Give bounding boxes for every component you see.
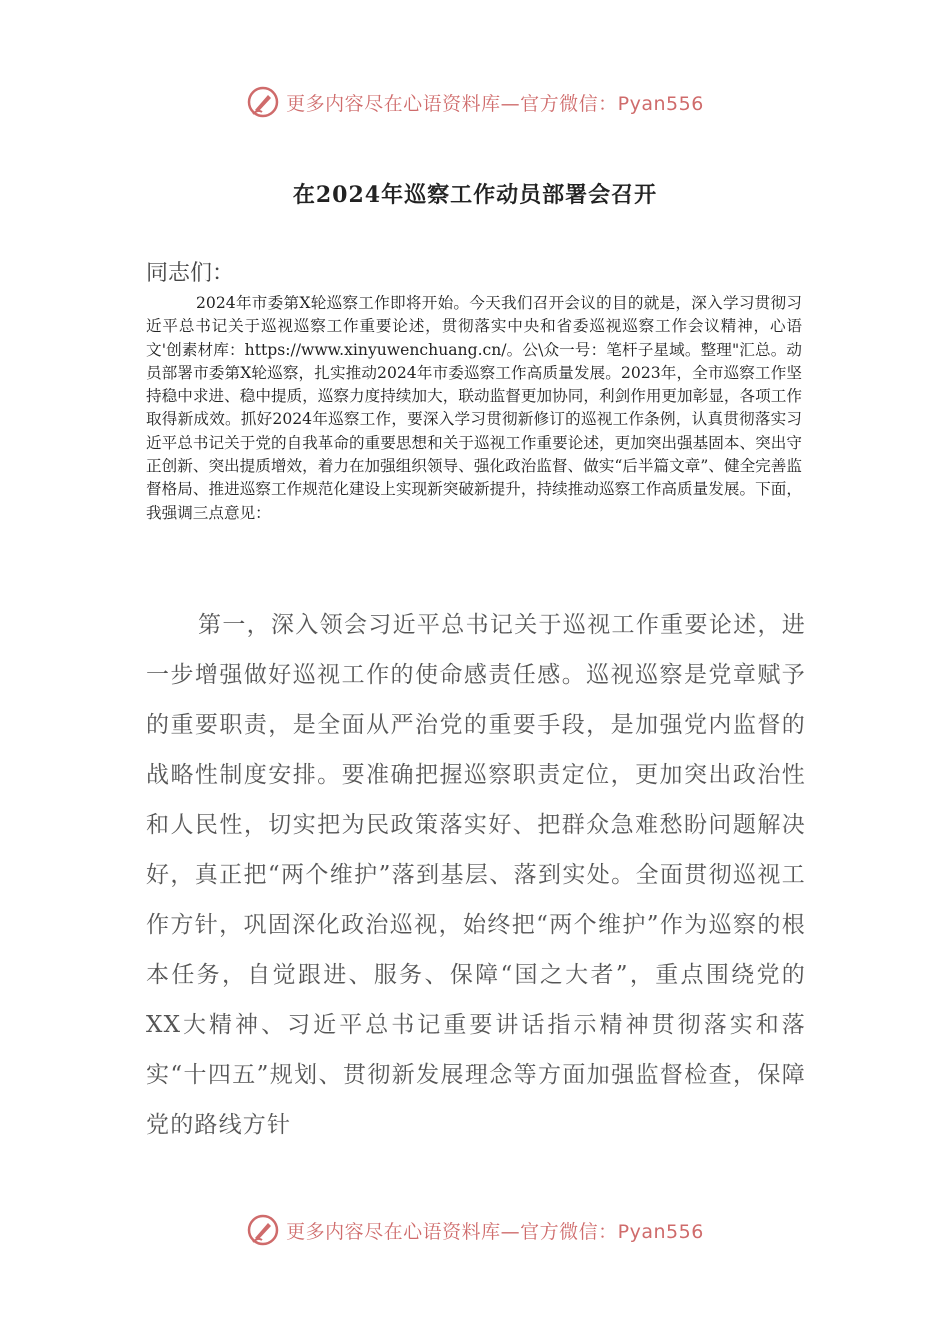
watermark-banner-top (0, 82, 950, 122)
intro-paragraph: 2024年市委第X轮巡察工作即将开始。今天我们召开会议的目的就是，深入学习贯彻习近平总书记关于巡视巡察工作重要论述，贯彻落实中央和省委巡视巡察工作会议精神，心语文'创素材库：https://www.xinyuwenchuang.cn/。公\众一号：笔杆子星域。整理"汇总。动员部署市委第X轮巡察，扎实推动2024年市委巡察工作高质量发展。2023年，全市巡察工作坚持稳中求进、稳中提质，巡察力度持续加大，联动监督更加协同，利剑作用更加彰显，各项工作取得新成效。抓好2024年巡察工作，要深入学习贯彻新修订的巡视工作条例，认真贯彻落实习近平总书记关于党的自我革命的重要思想和关于巡视工作重要论述，更加突出强基固本、突出守正创新、突出提质增效，着力在加强组织领导、强化政治监督、做实“后半篇文章”、健全完善监督格局、推进巡察工作规范化建设上实现新突破新提升，持续推动巡察工作高质量发展。下面，我强调三点意见： (146, 294, 802, 522)
pen-logo-icon (246, 85, 280, 119)
watermark-text: 更多内容尽在心语资料库—官方微信：Pyan556 (286, 1220, 704, 1243)
document-title: 在2024年巡察工作动员部署会召开 (292, 182, 658, 208)
main-paragraph: 第一，深入领会习近平总书记关于巡视工作重要论述，进一步增强做好巡视工作的使命感责任感。巡视巡察是党章赋予的重要职责，是全面从严治党的重要手段，是加强党内监督的战略性制度安排。要准确把握巡察职责定位，更加突出政治性和人民性，切实把为民政策落实好、把群众急难愁盼问题解决好，真正把“两个维护”落到基层、落到实处。全面贯彻巡视工作方针，巩固深化政治巡视，始终把“两个维护”作为巡察的根本任务，自觉跟进、服务、保障“国之大者”，重点围绕党的XX大精神、习近平总书记重要讲话指示精神贯彻落实和落实“十四五”规划、贯彻新发展理念等方面加强监督检查，保障党的路线方针 (146, 612, 806, 1138)
salutation: 同志们： (146, 261, 235, 286)
pen-logo-icon (246, 1213, 280, 1247)
watermark-banner-bottom (0, 1210, 950, 1250)
watermark-text: 更多内容尽在心语资料库—官方微信：Pyan556 (286, 92, 704, 115)
